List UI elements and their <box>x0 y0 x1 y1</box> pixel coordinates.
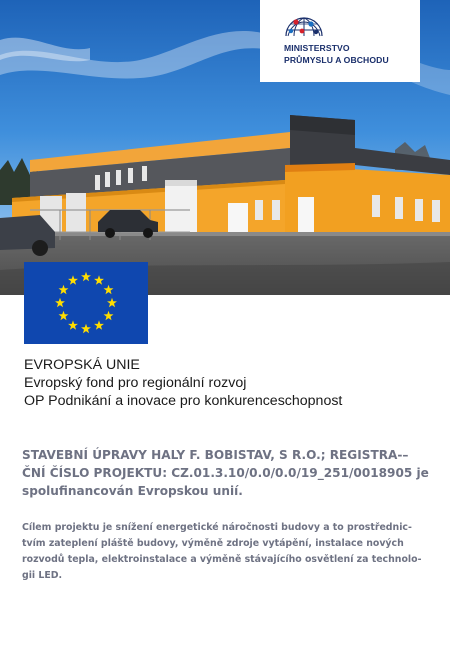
eu-flag <box>24 262 148 344</box>
eu-line-union: EVROPSKÁ UNIE <box>24 357 140 373</box>
title-line-1: STAVEBNÍ ÚPRAVY HALY F. BOBISTAV, S R.O.; REGISTRA-– <box>22 448 409 462</box>
desc-line-2: tvím zateplení pláště budovy, výměně zdroje vytápění, instalace nových <box>22 538 404 549</box>
desc-line-1: Cílem projektu je snížení energetické náročnosti budovy a to prostřednic- <box>22 522 412 533</box>
ministry-name <box>284 42 389 66</box>
ministry-logo <box>260 0 420 82</box>
eu-programme-text <box>24 356 342 410</box>
project-description <box>22 520 432 584</box>
ministry-line-1: MINISTERSTVO <box>284 43 350 53</box>
desc-line-4: gii LED. <box>22 570 63 581</box>
project-title <box>22 446 432 500</box>
eu-flag-icon <box>24 262 148 344</box>
desc-line-3: rozvodů tepla, elektroinstalace a výměně stávajícího osvětlení za technolo- <box>22 554 422 565</box>
eu-line-fund: Evropský fond pro regionální rozvoj <box>24 375 247 391</box>
title-line-3: spolufinancován Evropskou unií. <box>22 484 243 498</box>
ministry-line-2: PRŮMYSLU A OBCHODU <box>284 55 389 65</box>
eu-line-programme: OP Podnikání a inovace pro konkurenceschopnost <box>24 393 343 409</box>
title-line-2: ČNÍ ČÍSLO PROJEKTU: CZ.01.3.10/0.0/0.0/19_251/0018905 je <box>22 466 429 480</box>
globe-icon <box>260 0 420 82</box>
